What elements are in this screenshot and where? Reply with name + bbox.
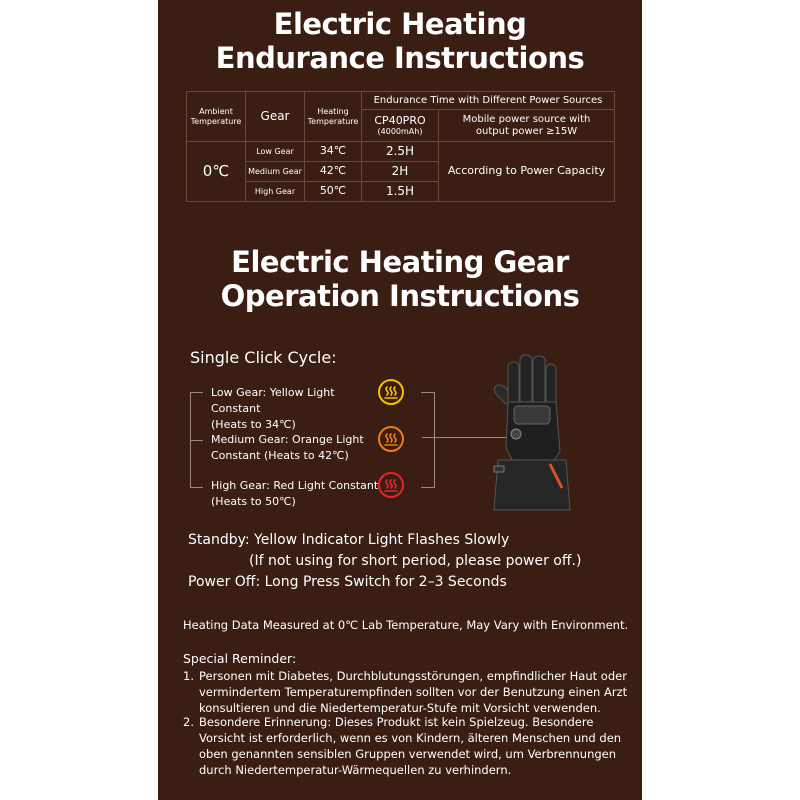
instruction-panel xyxy=(158,0,642,800)
standby-info xyxy=(188,530,581,593)
low-gear-line1: Low Gear: Yellow Light Constant xyxy=(211,386,335,415)
row-gear: High Gear xyxy=(246,182,305,202)
header-mobile: Mobile power source with output power ≥15W xyxy=(439,110,615,142)
bracket-left-top xyxy=(190,392,203,393)
operation-title-line2: Operation Instructions xyxy=(220,279,580,313)
reminder-number: 2. xyxy=(183,715,194,729)
header-ambient: Ambient Temperature xyxy=(187,92,246,142)
bracket-right-top xyxy=(421,392,435,393)
row-time: 1.5H xyxy=(362,182,439,202)
row-temp: 50℃ xyxy=(305,182,362,202)
power-off-text: Power Off: Long Press Switch for 2–3 Seconds xyxy=(188,574,507,590)
header-heating: Heating Temperature xyxy=(305,92,362,142)
according-to-power: According to Power Capacity xyxy=(439,142,615,202)
header-cp40-capacity: (4000mAh) xyxy=(377,127,423,137)
standby-text: Standby: Yellow Indicator Light Flashes Slowly xyxy=(188,532,510,548)
medium-gear-line1: Medium Gear: Orange Light xyxy=(211,433,364,446)
endurance-table xyxy=(186,91,615,202)
bracket-right-bottom xyxy=(421,487,435,488)
reminder-text: Besondere Erinnerung: Dieses Produkt ist kein Spielzeug. Besondere Vorsicht ist erforderlich, wenn es von Kindern, älteren Menschen und den oben genannten sensiblen Gruppen verwendet wird, um Verbrennungen durch Niedertemperatur-Wärmequellen zu verhindern. xyxy=(199,715,622,777)
endurance-title-line2: Endurance Instructions xyxy=(215,41,585,75)
row-gear: Low Gear xyxy=(246,142,305,162)
bracket-left-middle xyxy=(190,440,203,441)
row-time: 2H xyxy=(362,162,439,182)
reminder-item xyxy=(183,714,633,778)
reminder-item xyxy=(183,668,633,716)
ambient-value: 0℃ xyxy=(187,142,246,202)
bracket-right-vertical xyxy=(434,392,435,488)
measurement-note: Heating Data Measured at 0℃ Lab Temperature, May Vary with Environment. xyxy=(183,618,629,632)
row-gear: Medium Gear xyxy=(246,162,305,182)
standby-note: (If not using for short period, please power off.) xyxy=(249,553,582,569)
low-gear-line2: (Heats to 34℃) xyxy=(211,418,296,431)
header-gear: Gear xyxy=(246,92,305,142)
header-endurance: Endurance Time with Different Power Sources xyxy=(362,92,615,110)
reminder-title: Special Reminder: xyxy=(183,651,297,666)
bracket-left-bottom xyxy=(190,487,203,488)
reminder-text: Personen mit Diabetes, Durchblutungsstörungen, empfindlicher Haut oder vermindertem Temperaturempfinden sollten vor der Benutzung einen Arzt konsultieren und die Niedertemperatur-Stufe mit Vorsicht verwenden. xyxy=(199,669,628,715)
medium-gear-text xyxy=(211,432,381,464)
endurance-title-line1: Electric Heating xyxy=(273,7,527,41)
heated-glove-icon xyxy=(484,352,584,512)
orange-light-icon xyxy=(378,426,404,452)
high-gear-line1: High Gear: Red Light Constant xyxy=(211,479,379,492)
operation-title-line1: Electric Heating Gear xyxy=(231,245,569,279)
medium-gear-line2: Constant (Heats to 42℃) xyxy=(211,449,349,462)
header-cp40 xyxy=(362,110,439,142)
reminder-number: 1. xyxy=(183,669,194,683)
header-cp40-name: CP40PRO xyxy=(374,113,426,127)
cycle-title: Single Click Cycle: xyxy=(190,348,337,367)
row-temp: 34℃ xyxy=(305,142,362,162)
low-gear-text xyxy=(211,385,381,433)
yellow-light-icon xyxy=(378,379,404,405)
high-gear-line2: (Heats to 50℃) xyxy=(211,495,296,508)
high-gear-text xyxy=(211,478,381,510)
red-light-icon xyxy=(378,472,404,498)
row-time: 2.5H xyxy=(362,142,439,162)
row-temp: 42℃ xyxy=(305,162,362,182)
